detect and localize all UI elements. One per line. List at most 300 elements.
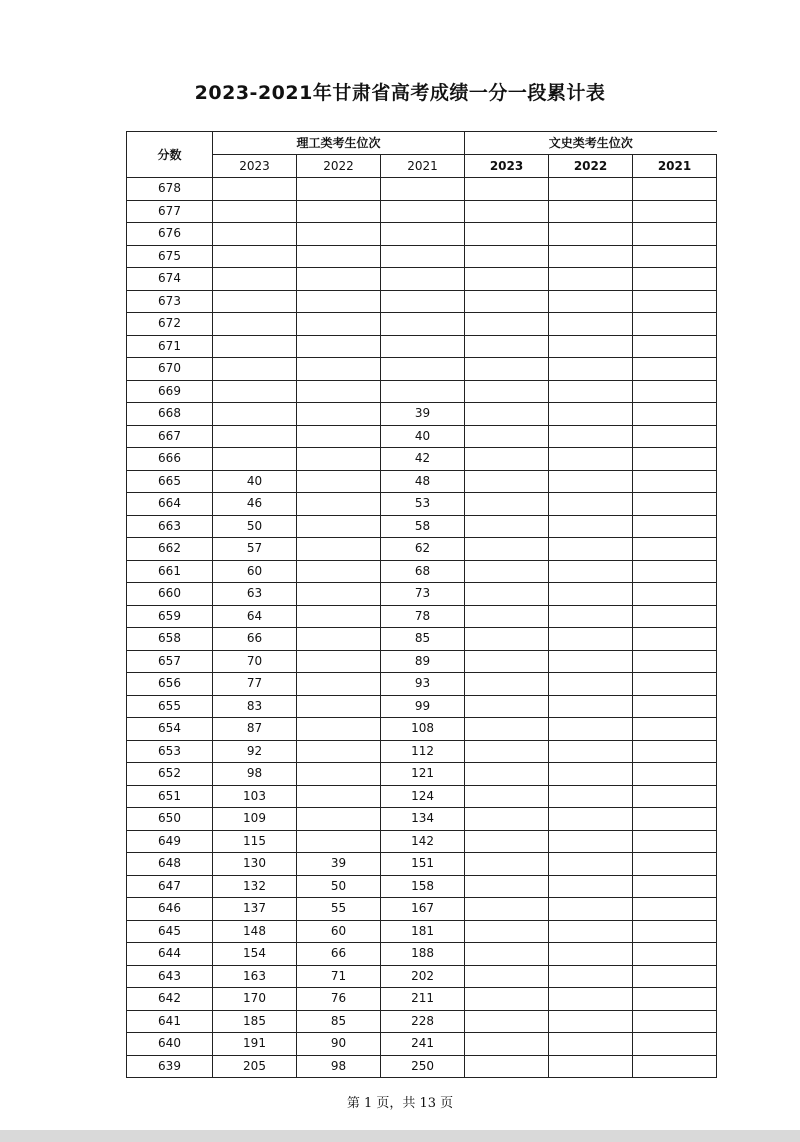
liberal-arts-2022-cell — [549, 763, 633, 786]
liberal-arts-2022-cell — [549, 290, 633, 313]
liberal-arts-2023-cell — [465, 313, 549, 336]
science-2022-cell — [297, 268, 381, 291]
liberal-arts-2023-cell — [465, 650, 549, 673]
science-2022-cell — [297, 830, 381, 853]
liberal-arts-2023-cell — [465, 853, 549, 876]
score-cell: 642 — [127, 988, 213, 1011]
liberal-arts-2023-cell — [465, 695, 549, 718]
liberal-arts-2022-cell — [549, 718, 633, 741]
liberal-arts-2022-cell — [549, 448, 633, 471]
score-cell: 653 — [127, 740, 213, 763]
science-2023-cell: 137 — [213, 898, 297, 921]
liberal-arts-2022-cell — [549, 515, 633, 538]
liberal-arts-2023-cell — [465, 515, 549, 538]
table-row — [127, 200, 717, 223]
table-row — [127, 988, 717, 1011]
science-2021-cell: 250 — [381, 1055, 465, 1078]
liberal-arts-2021-cell — [633, 718, 717, 741]
science-2023-cell — [213, 448, 297, 471]
science-2023-cell: 132 — [213, 875, 297, 898]
science-2023-cell: 92 — [213, 740, 297, 763]
science-2021-cell: 202 — [381, 965, 465, 988]
liberal-arts-2022-cell — [549, 178, 633, 201]
science-2023-cell — [213, 335, 297, 358]
science-2023-cell: 40 — [213, 470, 297, 493]
table-row — [127, 898, 717, 921]
score-cell: 648 — [127, 853, 213, 876]
science-2023-cell: 64 — [213, 605, 297, 628]
science-2022-cell — [297, 605, 381, 628]
liberal-arts-2023-cell — [465, 448, 549, 471]
liberal-arts-2021-cell — [633, 290, 717, 313]
science-2023-cell — [213, 178, 297, 201]
liberal-arts-2023-cell — [465, 358, 549, 381]
science-year-2022-header: 2022 — [297, 155, 381, 178]
science-2021-cell: 241 — [381, 1033, 465, 1056]
score-cell: 639 — [127, 1055, 213, 1078]
table-row — [127, 470, 717, 493]
liberal-arts-2022-cell — [549, 650, 633, 673]
liberal-arts-2021-cell — [633, 313, 717, 336]
science-2022-cell — [297, 740, 381, 763]
science-2022-cell: 71 — [297, 965, 381, 988]
science-2022-cell: 98 — [297, 1055, 381, 1078]
science-2021-cell: 112 — [381, 740, 465, 763]
table-row — [127, 673, 717, 696]
table-row — [127, 943, 717, 966]
score-cell: 654 — [127, 718, 213, 741]
science-2023-cell: 77 — [213, 673, 297, 696]
liberal-arts-2022-cell — [549, 965, 633, 988]
liberal-arts-2022-cell — [549, 493, 633, 516]
science-2023-cell — [213, 223, 297, 246]
science-2021-cell: 40 — [381, 425, 465, 448]
liberal-arts-2023-cell — [465, 920, 549, 943]
liberal-arts-2021-cell — [633, 695, 717, 718]
science-2022-cell: 55 — [297, 898, 381, 921]
science-group-header: 理工类考生位次 — [213, 132, 465, 155]
science-2023-cell: 205 — [213, 1055, 297, 1078]
liberal-arts-2021-cell — [633, 200, 717, 223]
liberal-arts-2022-cell — [549, 538, 633, 561]
table-row — [127, 605, 717, 628]
science-2023-cell: 115 — [213, 830, 297, 853]
table-row — [127, 290, 717, 313]
table-row — [127, 628, 717, 651]
liberal-arts-2022-cell — [549, 808, 633, 831]
liberal-arts-year-2021-header: 2021 — [633, 155, 717, 178]
science-2023-cell: 98 — [213, 763, 297, 786]
science-2021-cell: 142 — [381, 830, 465, 853]
liberal-arts-2023-cell — [465, 740, 549, 763]
table-row — [127, 830, 717, 853]
group-header-row — [127, 132, 717, 155]
liberal-arts-2021-cell — [633, 808, 717, 831]
science-2021-cell: 99 — [381, 695, 465, 718]
table-row — [127, 223, 717, 246]
liberal-arts-2022-cell — [549, 695, 633, 718]
table-header — [127, 132, 717, 178]
liberal-arts-2021-cell — [633, 493, 717, 516]
science-year-2023-header: 2023 — [213, 155, 297, 178]
table-row — [127, 1055, 717, 1078]
science-2023-cell: 130 — [213, 853, 297, 876]
liberal-arts-2022-cell — [549, 853, 633, 876]
score-cell: 676 — [127, 223, 213, 246]
science-2021-cell — [381, 178, 465, 201]
liberal-arts-2022-cell — [549, 425, 633, 448]
science-2022-cell — [297, 538, 381, 561]
score-cell: 644 — [127, 943, 213, 966]
liberal-arts-2021-cell — [633, 988, 717, 1011]
liberal-arts-2023-cell — [465, 875, 549, 898]
science-2022-cell: 85 — [297, 1010, 381, 1033]
liberal-arts-2023-cell — [465, 223, 549, 246]
table-row — [127, 493, 717, 516]
science-2023-cell — [213, 403, 297, 426]
science-2021-cell — [381, 290, 465, 313]
science-2022-cell: 60 — [297, 920, 381, 943]
science-2022-cell — [297, 560, 381, 583]
liberal-arts-2022-cell — [549, 583, 633, 606]
science-2022-cell: 39 — [297, 853, 381, 876]
table-row — [127, 965, 717, 988]
science-2022-cell — [297, 515, 381, 538]
liberal-arts-2021-cell — [633, 358, 717, 381]
liberal-arts-2021-cell — [633, 1033, 717, 1056]
science-2022-cell — [297, 335, 381, 358]
score-cell: 655 — [127, 695, 213, 718]
liberal-arts-2021-cell — [633, 470, 717, 493]
liberal-arts-2021-cell — [633, 763, 717, 786]
science-2021-cell: 211 — [381, 988, 465, 1011]
science-2022-cell: 76 — [297, 988, 381, 1011]
liberal-arts-2021-cell — [633, 920, 717, 943]
liberal-arts-2022-cell — [549, 1055, 633, 1078]
science-2022-cell — [297, 650, 381, 673]
liberal-arts-2022-cell — [549, 245, 633, 268]
liberal-arts-2022-cell — [549, 403, 633, 426]
science-2023-cell: 170 — [213, 988, 297, 1011]
liberal-arts-2023-cell — [465, 808, 549, 831]
liberal-arts-2023-cell — [465, 673, 549, 696]
science-2023-cell — [213, 380, 297, 403]
science-2021-cell: 85 — [381, 628, 465, 651]
science-2023-cell — [213, 313, 297, 336]
science-2023-cell: 185 — [213, 1010, 297, 1033]
score-cell: 667 — [127, 425, 213, 448]
liberal-arts-2021-cell — [633, 740, 717, 763]
liberal-arts-year-2023-header: 2023 — [465, 155, 549, 178]
score-cell: 662 — [127, 538, 213, 561]
science-2021-cell: 58 — [381, 515, 465, 538]
liberal-arts-2023-cell — [465, 1010, 549, 1033]
science-2022-cell — [297, 673, 381, 696]
liberal-arts-2021-cell — [633, 965, 717, 988]
science-2023-cell: 50 — [213, 515, 297, 538]
science-2023-cell: 60 — [213, 560, 297, 583]
score-cell: 652 — [127, 763, 213, 786]
liberal-arts-2022-cell — [549, 898, 633, 921]
liberal-arts-2022-cell — [549, 380, 633, 403]
science-2022-cell — [297, 718, 381, 741]
liberal-arts-2022-cell — [549, 830, 633, 853]
liberal-arts-2021-cell — [633, 875, 717, 898]
science-2023-cell: 109 — [213, 808, 297, 831]
score-cell: 647 — [127, 875, 213, 898]
science-2021-cell: 134 — [381, 808, 465, 831]
liberal-arts-2021-cell — [633, 943, 717, 966]
liberal-arts-2022-cell — [549, 628, 633, 651]
year-header-row — [127, 155, 717, 178]
page-title: 2023-2021年甘肃省高考成绩一分一段累计表 — [194, 82, 606, 104]
liberal-arts-2021-cell — [633, 650, 717, 673]
science-2021-cell: 68 — [381, 560, 465, 583]
science-2023-cell: 83 — [213, 695, 297, 718]
science-2021-cell: 158 — [381, 875, 465, 898]
science-2022-cell — [297, 358, 381, 381]
science-2023-cell — [213, 268, 297, 291]
science-2022-cell — [297, 223, 381, 246]
liberal-arts-2022-cell — [549, 673, 633, 696]
table-row — [127, 583, 717, 606]
score-cell: 649 — [127, 830, 213, 853]
table-row — [127, 875, 717, 898]
science-2021-cell: 73 — [381, 583, 465, 606]
science-2023-cell — [213, 358, 297, 381]
science-2021-cell: 62 — [381, 538, 465, 561]
score-cell: 669 — [127, 380, 213, 403]
science-2023-cell — [213, 245, 297, 268]
science-2021-cell: 108 — [381, 718, 465, 741]
table-row — [127, 448, 717, 471]
science-2021-cell: 48 — [381, 470, 465, 493]
liberal-arts-2023-cell — [465, 178, 549, 201]
science-2023-cell: 154 — [213, 943, 297, 966]
score-cell: 660 — [127, 583, 213, 606]
table-row — [127, 650, 717, 673]
table-row — [127, 515, 717, 538]
table-row — [127, 403, 717, 426]
table-row — [127, 560, 717, 583]
table-row — [127, 358, 717, 381]
liberal-arts-2023-cell — [465, 335, 549, 358]
liberal-arts-2023-cell — [465, 605, 549, 628]
science-2022-cell — [297, 763, 381, 786]
score-column-header: 分数 — [127, 132, 213, 178]
science-2021-cell: 181 — [381, 920, 465, 943]
liberal-arts-2023-cell — [465, 560, 549, 583]
science-2023-cell: 87 — [213, 718, 297, 741]
liberal-arts-2021-cell — [633, 538, 717, 561]
table-row — [127, 808, 717, 831]
science-2022-cell — [297, 785, 381, 808]
science-2021-cell: 151 — [381, 853, 465, 876]
table-row — [127, 335, 717, 358]
liberal-arts-2022-cell — [549, 560, 633, 583]
liberal-arts-2023-cell — [465, 763, 549, 786]
liberal-arts-2022-cell — [549, 1033, 633, 1056]
liberal-arts-2023-cell — [465, 785, 549, 808]
liberal-arts-2023-cell — [465, 1033, 549, 1056]
science-2021-cell: 167 — [381, 898, 465, 921]
liberal-arts-2022-cell — [549, 943, 633, 966]
science-2023-cell: 66 — [213, 628, 297, 651]
liberal-arts-2023-cell — [465, 830, 549, 853]
score-cell: 664 — [127, 493, 213, 516]
liberal-arts-2023-cell — [465, 403, 549, 426]
score-cell: 678 — [127, 178, 213, 201]
science-2021-cell — [381, 200, 465, 223]
score-cell: 663 — [127, 515, 213, 538]
table-row — [127, 268, 717, 291]
page-footer: 第 1 页，共 13 页 — [346, 1096, 454, 1111]
score-ranking-table — [126, 131, 717, 1078]
science-2022-cell — [297, 470, 381, 493]
science-2023-cell: 57 — [213, 538, 297, 561]
score-cell: 645 — [127, 920, 213, 943]
science-2021-cell — [381, 268, 465, 291]
science-2021-cell: 39 — [381, 403, 465, 426]
science-2022-cell — [297, 380, 381, 403]
liberal-arts-2021-cell — [633, 583, 717, 606]
table-row — [127, 538, 717, 561]
liberal-arts-2021-cell — [633, 1055, 717, 1078]
liberal-arts-2021-cell — [633, 245, 717, 268]
liberal-arts-2021-cell — [633, 830, 717, 853]
science-2023-cell: 63 — [213, 583, 297, 606]
liberal-arts-2022-cell — [549, 605, 633, 628]
table-row — [127, 1033, 717, 1056]
liberal-arts-2022-cell — [549, 875, 633, 898]
science-2021-cell — [381, 223, 465, 246]
liberal-arts-2023-cell — [465, 1055, 549, 1078]
score-cell: 668 — [127, 403, 213, 426]
liberal-arts-2023-cell — [465, 470, 549, 493]
science-2021-cell: 42 — [381, 448, 465, 471]
score-cell: 677 — [127, 200, 213, 223]
liberal-arts-2021-cell — [633, 673, 717, 696]
score-cell: 657 — [127, 650, 213, 673]
score-cell: 661 — [127, 560, 213, 583]
table-row — [127, 1010, 717, 1033]
liberal-arts-2022-cell — [549, 988, 633, 1011]
liberal-arts-2021-cell — [633, 178, 717, 201]
score-cell: 671 — [127, 335, 213, 358]
liberal-arts-2021-cell — [633, 1010, 717, 1033]
liberal-arts-2023-cell — [465, 380, 549, 403]
table-row — [127, 178, 717, 201]
science-2021-cell — [381, 313, 465, 336]
science-2022-cell — [297, 313, 381, 336]
score-cell: 658 — [127, 628, 213, 651]
science-year-2021-header: 2021 — [381, 155, 465, 178]
liberal-arts-2023-cell — [465, 245, 549, 268]
science-2022-cell — [297, 425, 381, 448]
science-2021-cell — [381, 245, 465, 268]
liberal-arts-2021-cell — [633, 853, 717, 876]
liberal-arts-2023-cell — [465, 583, 549, 606]
science-2021-cell: 121 — [381, 763, 465, 786]
score-cell: 656 — [127, 673, 213, 696]
science-2021-cell: 228 — [381, 1010, 465, 1033]
liberal-arts-2021-cell — [633, 448, 717, 471]
score-cell: 659 — [127, 605, 213, 628]
science-2021-cell — [381, 335, 465, 358]
science-2022-cell — [297, 245, 381, 268]
score-cell: 673 — [127, 290, 213, 313]
science-2021-cell — [381, 358, 465, 381]
score-cell: 646 — [127, 898, 213, 921]
liberal-arts-2023-cell — [465, 965, 549, 988]
science-2021-cell — [381, 380, 465, 403]
liberal-arts-2022-cell — [549, 200, 633, 223]
score-cell: 670 — [127, 358, 213, 381]
liberal-arts-2021-cell — [633, 268, 717, 291]
liberal-arts-2023-cell — [465, 268, 549, 291]
table-body — [127, 178, 717, 1078]
score-cell: 672 — [127, 313, 213, 336]
liberal-arts-2023-cell — [465, 538, 549, 561]
liberal-arts-2022-cell — [549, 268, 633, 291]
table-row — [127, 425, 717, 448]
science-2023-cell: 103 — [213, 785, 297, 808]
liberal-arts-2022-cell — [549, 313, 633, 336]
science-2023-cell — [213, 200, 297, 223]
science-2022-cell: 90 — [297, 1033, 381, 1056]
liberal-arts-group-header: 文史类考生位次 — [465, 132, 717, 155]
liberal-arts-2023-cell — [465, 628, 549, 651]
score-cell: 650 — [127, 808, 213, 831]
liberal-arts-2021-cell — [633, 605, 717, 628]
science-2021-cell: 124 — [381, 785, 465, 808]
table-row — [127, 853, 717, 876]
liberal-arts-2021-cell — [633, 898, 717, 921]
science-2022-cell — [297, 200, 381, 223]
liberal-arts-2022-cell — [549, 470, 633, 493]
score-cell: 651 — [127, 785, 213, 808]
liberal-arts-2021-cell — [633, 223, 717, 246]
science-2022-cell — [297, 808, 381, 831]
liberal-arts-2023-cell — [465, 493, 549, 516]
table-row — [127, 718, 717, 741]
liberal-arts-2023-cell — [465, 898, 549, 921]
score-cell: 675 — [127, 245, 213, 268]
science-2022-cell — [297, 695, 381, 718]
science-2021-cell: 93 — [381, 673, 465, 696]
liberal-arts-2022-cell — [549, 785, 633, 808]
liberal-arts-2021-cell — [633, 403, 717, 426]
liberal-arts-2023-cell — [465, 943, 549, 966]
science-2021-cell: 78 — [381, 605, 465, 628]
liberal-arts-2023-cell — [465, 200, 549, 223]
science-2022-cell: 50 — [297, 875, 381, 898]
science-2022-cell — [297, 628, 381, 651]
bottom-band — [0, 1130, 800, 1142]
liberal-arts-2022-cell — [549, 1010, 633, 1033]
score-cell: 641 — [127, 1010, 213, 1033]
table-row — [127, 245, 717, 268]
liberal-arts-2022-cell — [549, 223, 633, 246]
science-2022-cell: 66 — [297, 943, 381, 966]
science-2021-cell: 89 — [381, 650, 465, 673]
liberal-arts-2023-cell — [465, 988, 549, 1011]
table-row — [127, 785, 717, 808]
liberal-arts-2021-cell — [633, 560, 717, 583]
score-cell: 640 — [127, 1033, 213, 1056]
liberal-arts-2023-cell — [465, 425, 549, 448]
science-2021-cell: 53 — [381, 493, 465, 516]
